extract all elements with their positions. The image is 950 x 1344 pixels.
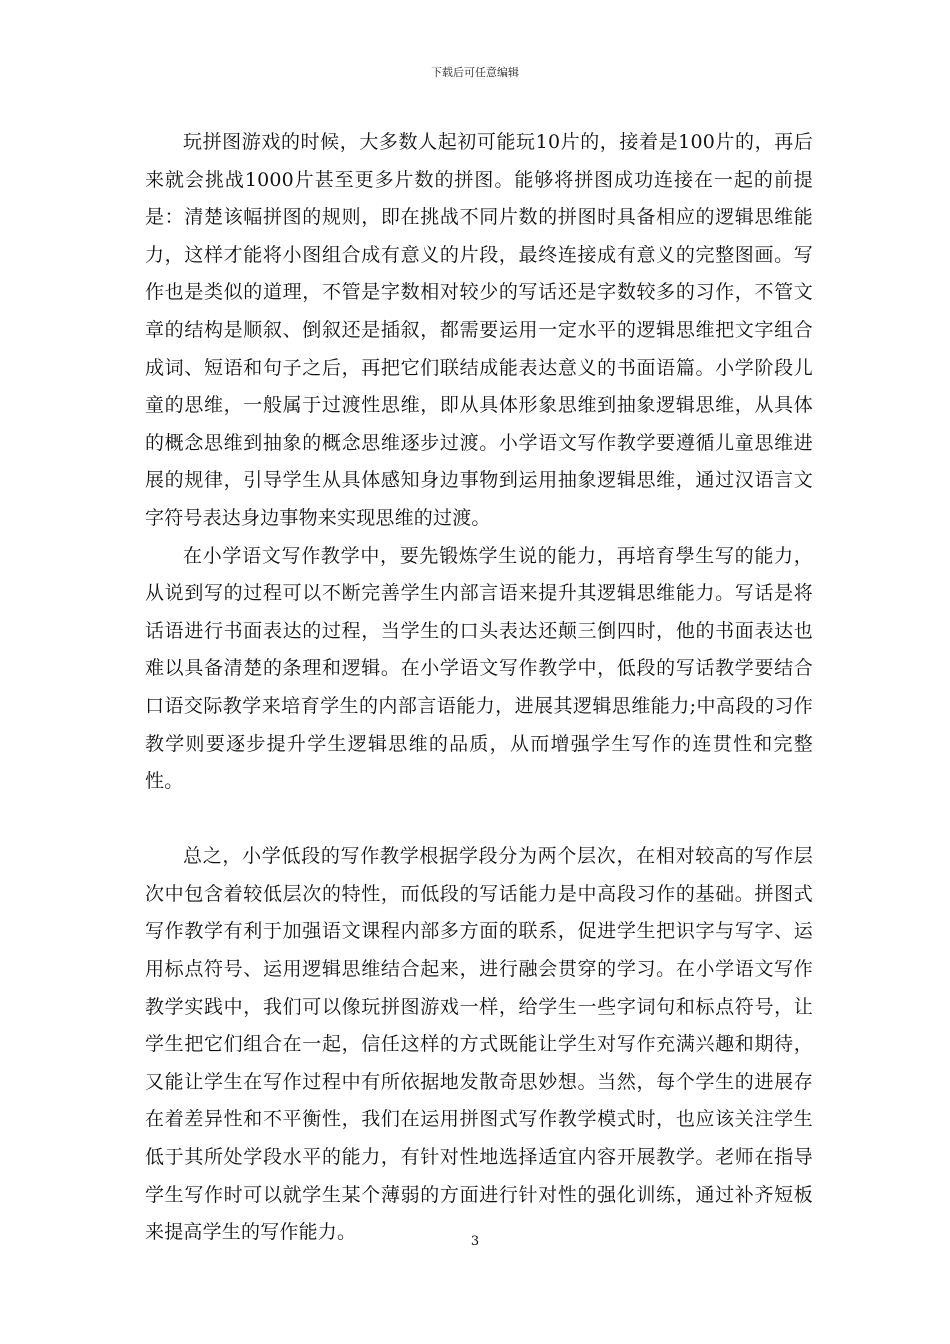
paragraph-1: 玩拼图游戏的时候，大多数人起初可能玩10片的，接着是100片的，再后来就会挑战1000片甚至更多片数的拼图。能够将拼图成功连接在一起的前提是：清楚该幅拼图的规则，即在挑战不同片数的拼图时具备相应的逻辑思维能力，这样才能将小图组合成有意义的片段，最终连接成有意义的完整图画。写作也是类似的道理，不管是字数相对较少的写话还是字数较多的习作，不管文章的结构是顺叙、倒叙还是插叙，都需要运用一定水平的逻辑思维把文字组合成词、短语和句子之后，再把它们联结成能表达意义的书面语篇。小学阶段儿童的思维，一般属于过渡性思维，即从具体形象思维到抽象逻辑思维，从具体的概念思维到抽象的概念思维逐步过渡。小学语文写作教学要遵循儿童思维进展的规律，引导学生从具体感知身边事物到运用抽象逻辑思维，通过汉语言文字符号表达身边事物来实现思维的过渡。 bbox=[145, 131, 813, 529]
document-body bbox=[145, 124, 813, 1252]
paragraph-spacer bbox=[145, 801, 813, 839]
page-number: 3 bbox=[470, 1234, 480, 1249]
paragraph-3: 总之，小学低段的写作教学根据学段分为两个层次，在相对较高的写作层次中包含着较低层次的特性，而低段的写话能力是中高段习作的基础。拼图式写作教学有利于加强语文课程内部多方面的联系，促进学生把识字与写字、运用标点符号、运用逻辑思维结合起来，进行融会贯穿的学习。在小学语文写作教学实践中，我们可以像玩拼图游戏一样，给学生一些字词句和标点符号，让学生把它们组合在一起，信任这样的方式既能让学生对写作充满兴趣和期待，又能让学生在写作过程中有所依据地发散奇思妙想。当然，每个学生的进展存在着差异性和不平衡性，我们在运用拼图式写作教学模式时，也应该关注学生低于其所处学段水平的能力，有针对性地选择适宜内容开展教学。老师在指导学生写作时可以就学生某个薄弱的方面进行针对性的强化训练，通过补齐短板来提高学生的写作能力。 bbox=[145, 845, 813, 1244]
page-header: 下载后可任意编辑 bbox=[431, 66, 519, 79]
paragraph-2: 在小学语文写作教学中，要先锻炼学生说的能力，再培育學生写的能力，从说到写的过程可以不断完善学生内部言语来提升其逻辑思维能力。写话是将话语进行书面表达的过程，当学生的口头表达还颠三倒四时，他的书面表达也难以具备清楚的条理和逻辑。在小学语文写作教学中，低段的写话教学要结合口语交际教学来培育学生的内部言语能力，进展其逻辑思维能力;中高段的习作教学则要逐步提升学生逻辑思维的品质，从而增强学生写作的连贯性和完整性。 bbox=[145, 544, 813, 793]
